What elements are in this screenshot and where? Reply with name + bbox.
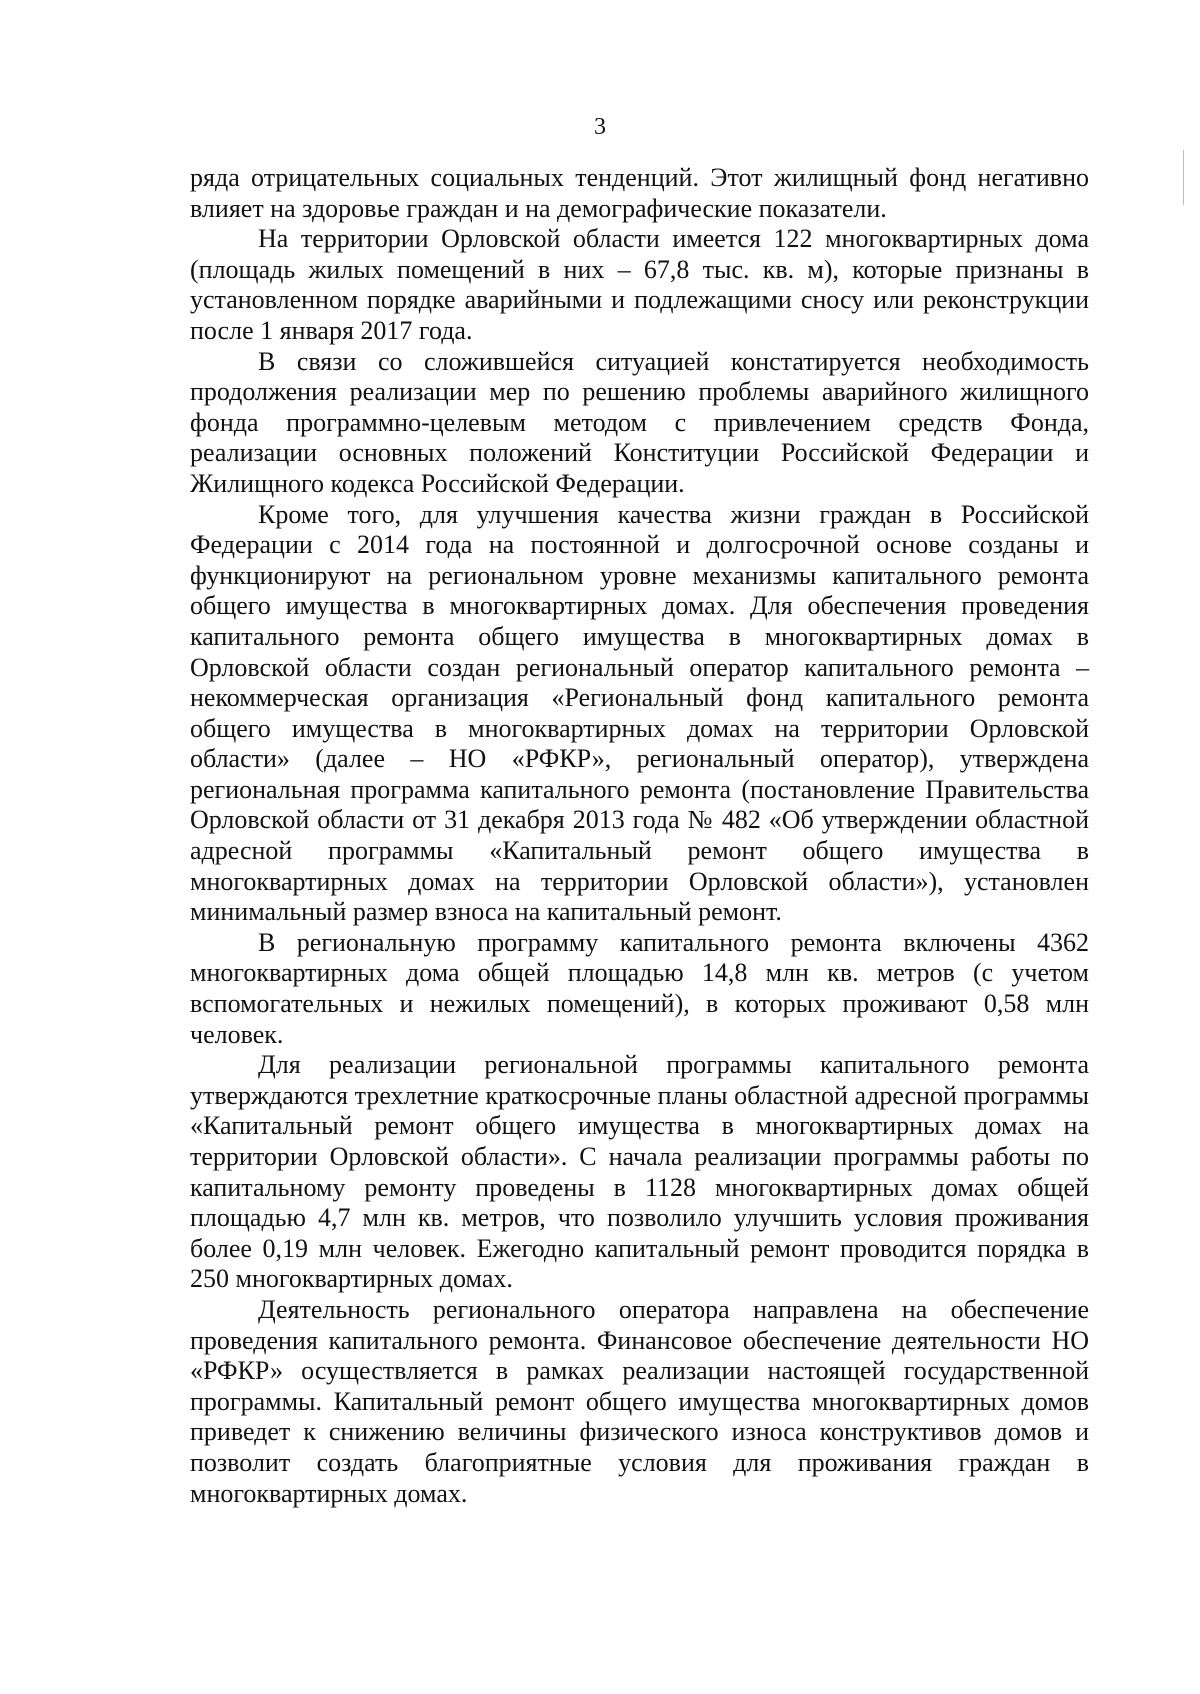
- page-number: 3: [594, 114, 606, 140]
- paragraph-emergency-housing: На территории Орловской области имеется 122 многоквартирных дома (площадь жилых помещений в них – 67,8 тыс. кв. м), которые признаны в установленном порядке аварийными и подлежащими сносу или реконструкции после 1 января 2017 года.: [190, 224, 1089, 345]
- paragraph-continuation: ряда отрицательных социальных тенденций. Этот жилищный фонд негативно влияет на здоровье граждан и на демографические показатели.: [190, 163, 1089, 223]
- scan-margin-mark: [1183, 150, 1184, 205]
- paragraph-program-necessity: В связи со сложившейся ситуацией констатируется необходимость продолжения реализации мер по решению проблемы аварийного жилищного фонда программно-целевым методом с привлечением средств Фонда, реализации основных положений Конституции Российской Федерации и Жилищного кодекса Российской Федерации.: [190, 346, 1089, 498]
- paragraph-short-term-plans: Для реализации региональной программы капитального ремонта утверждаются трехлетние краткосрочные планы областной адресной программы «Капитальный ремонт общего имущества в многоквартирных домах на территории Орловской области». С начала реализации программы работы по капитальному ремонту проведены в 1128 многоквартирных домах общей площадью 4,7 млн кв. метров, что позволило улучшить условия проживания более 0,19 млн человек. Ежегодно капитальный ремонт проводится порядка в 250 многоквартирных домах.: [190, 1050, 1089, 1294]
- paragraph-capital-repair-mechanisms: Кроме того, для улучшения качества жизни граждан в Российской Федерации с 2014 года на постоянной и долгосрочной основе созданы и функционируют на региональном уровне механизмы капитального ремонта общего имущества в многоквартирных домах. Для обеспечения проведения капитального ремонта общего имущества в многоквартирных домах в Орловской области создан региональный оператор капитального ремонта – некоммерческая организация «Региональный фонд капитального ремонта общего имущества в многоквартирных домах на территории Орловской области» (далее – НО «РФКР», региональный оператор), утверждена региональная программа капитального ремонта (постановление Правительства Орловской области от 31 декабря 2013 года № 482 «Об утверждении областной адресной программы «Капитальный ремонт общего имущества в многоквартирных домах на территории Орловской области»), установлен минимальный размер взноса на капитальный ремонт.: [190, 499, 1089, 927]
- document-body: [190, 163, 1089, 1509]
- paragraph-regional-operator: Деятельность регионального оператора направлена на обеспечение проведения капитального ремонта. Финансовое обеспечение деятельности НО «РФКР» осуществляется в рамках реализации настоящей государственной программы. Капитальный ремонт общего имущества многоквартирных домов приведет к снижению величины физического износа конструктивов домов и позволит создать благоприятные условия для проживания граждан в многоквартирных домах.: [190, 1294, 1089, 1508]
- paragraph-regional-program-scope: В региональную программу капитального ремонта включены 4362 многоквартирных дома общей площадью 14,8 млн кв. метров (с учетом вспомогательных и нежилых помещений), в которых проживают 0,58 млн человек.: [190, 927, 1089, 1049]
